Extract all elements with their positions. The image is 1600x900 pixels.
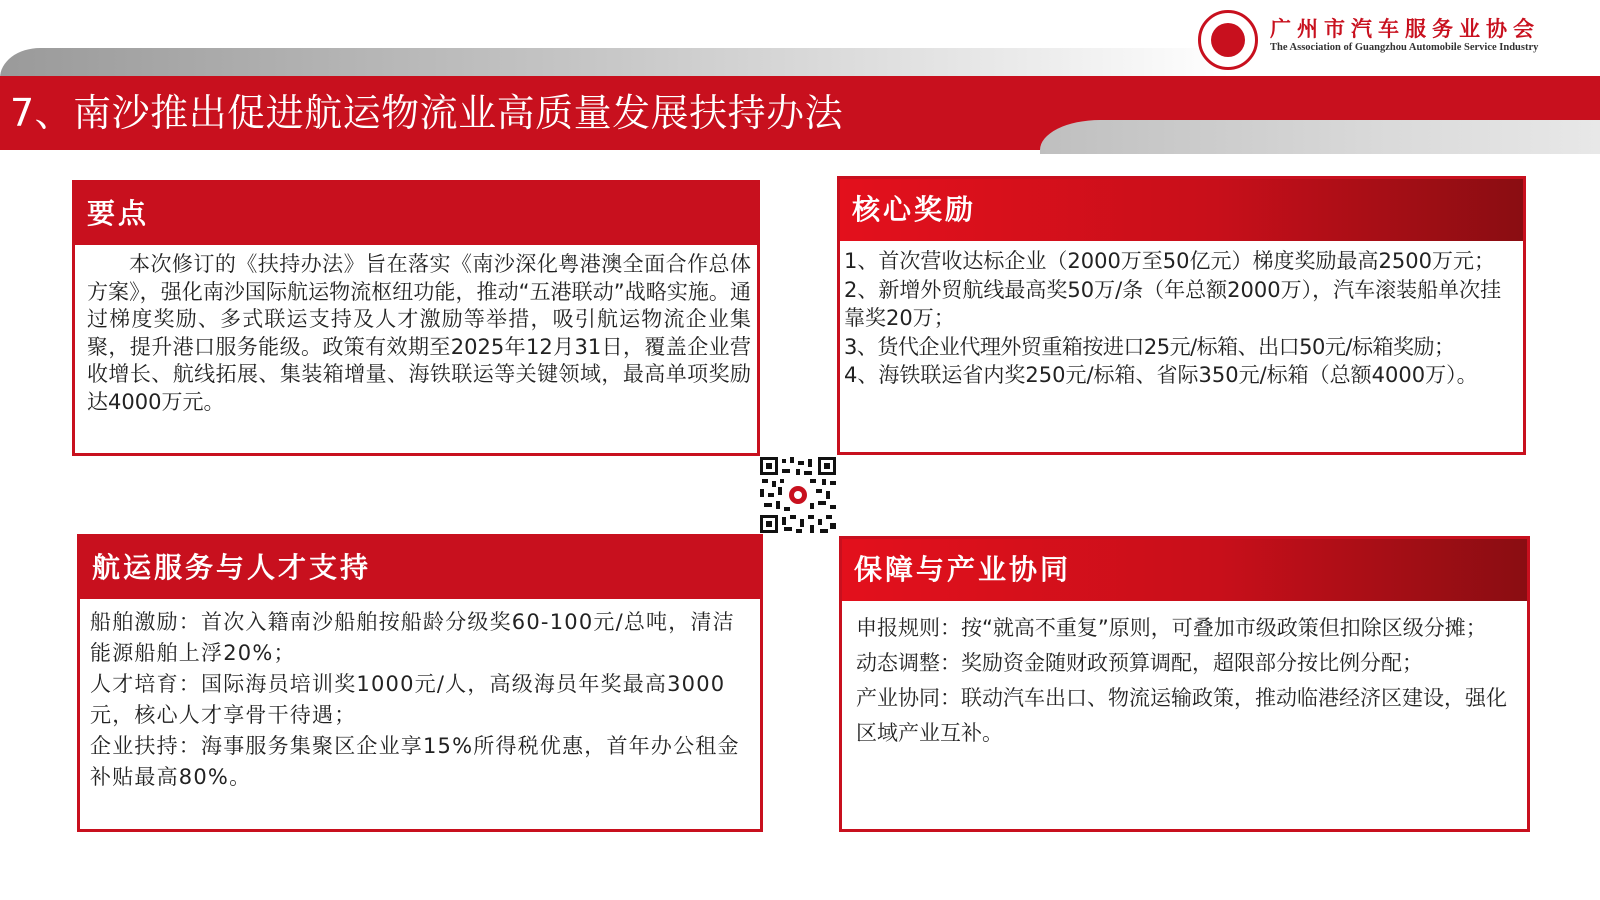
list-item: 人才培育：国际海员培训奖1000元/人，高级海员年奖最高3000元，核心人才享骨干待遇；	[90, 672, 726, 727]
core-rewards-list	[840, 241, 1523, 390]
list-item: 2、新增外贸航线最高奖50万/条（年总额2000万），汽车滚装船单次挂靠奖20万；	[844, 277, 1502, 330]
list-item: 船舶激励：首次入籍南沙船舶按船龄分级奖60-100元/总吨，清洁能源船舶上浮20%；	[90, 610, 735, 665]
list-item: 动态调整：奖励资金随财政预算调配，超限部分按比例分配；	[856, 651, 1423, 675]
shipping-talent-heading: 航运服务与人才支持	[80, 537, 760, 599]
association-name-en: The Association of Guangzhou Automobile Service Industry	[1270, 42, 1539, 53]
guarantee-synergy-list	[842, 601, 1527, 751]
list-item: 企业扶持：海事服务集聚区企业享15%所得税优惠，首年办公租金补贴最高80%。	[90, 734, 740, 789]
guarantee-synergy-box	[839, 536, 1530, 832]
shipping-talent-box	[77, 534, 763, 832]
title-gray-swoosh	[1040, 120, 1600, 154]
key-points-heading: 要点	[75, 183, 757, 245]
key-points-text: 本次修订的《扶持办法》旨在落实《南沙深化粤港澳全面合作总体方案》，强化南沙国际航运物流枢纽功能，推动“五港联动”战略实施。通过梯度奖励、多式联运支持及人才激励等举措，吸引航运物流企业集聚，提升港口服务能级。政策有效期至2025年12月31日，覆盖企业营收增长、航线拓展、集装箱增量、海铁联运等关键领域，最高单项奖励达4000万元。	[87, 252, 751, 414]
list-item: 4、海铁联运省内奖250元/标箱、省际350元/标箱（总额4000万）。	[844, 363, 1478, 387]
list-item: 产业协同：联动汽车出口、物流运输政策，推动临港经济区建设，强化区域产业互补。	[856, 686, 1507, 745]
association-seal-emblem	[1211, 23, 1245, 57]
qr-code-icon	[760, 457, 836, 533]
core-rewards-box	[837, 176, 1526, 455]
guarantee-synergy-heading: 保障与产业协同	[842, 539, 1527, 601]
key-points-box	[72, 180, 760, 456]
list-item: 1、首次营收达标企业（2000万至50亿元）梯度奖励最高2500万元；	[844, 249, 1495, 273]
page-title: 7、南沙推出促进航运物流业高质量发展扶持办法	[10, 91, 844, 135]
core-rewards-heading: 核心奖励	[840, 179, 1523, 241]
header-gray-swoosh	[0, 48, 1230, 78]
association-name-cn: 广州市汽车服务业协会	[1270, 17, 1540, 41]
list-item: 3、货代企业代理外贸重箱按进口25元/标箱、出口50元/标箱奖励；	[844, 334, 1455, 359]
list-item: 申报规则：按“就高不重复”原则，可叠加市级政策但扣除区级分摊；	[856, 616, 1487, 640]
key-points-paragraph	[75, 245, 757, 416]
shipping-talent-list	[80, 599, 760, 793]
